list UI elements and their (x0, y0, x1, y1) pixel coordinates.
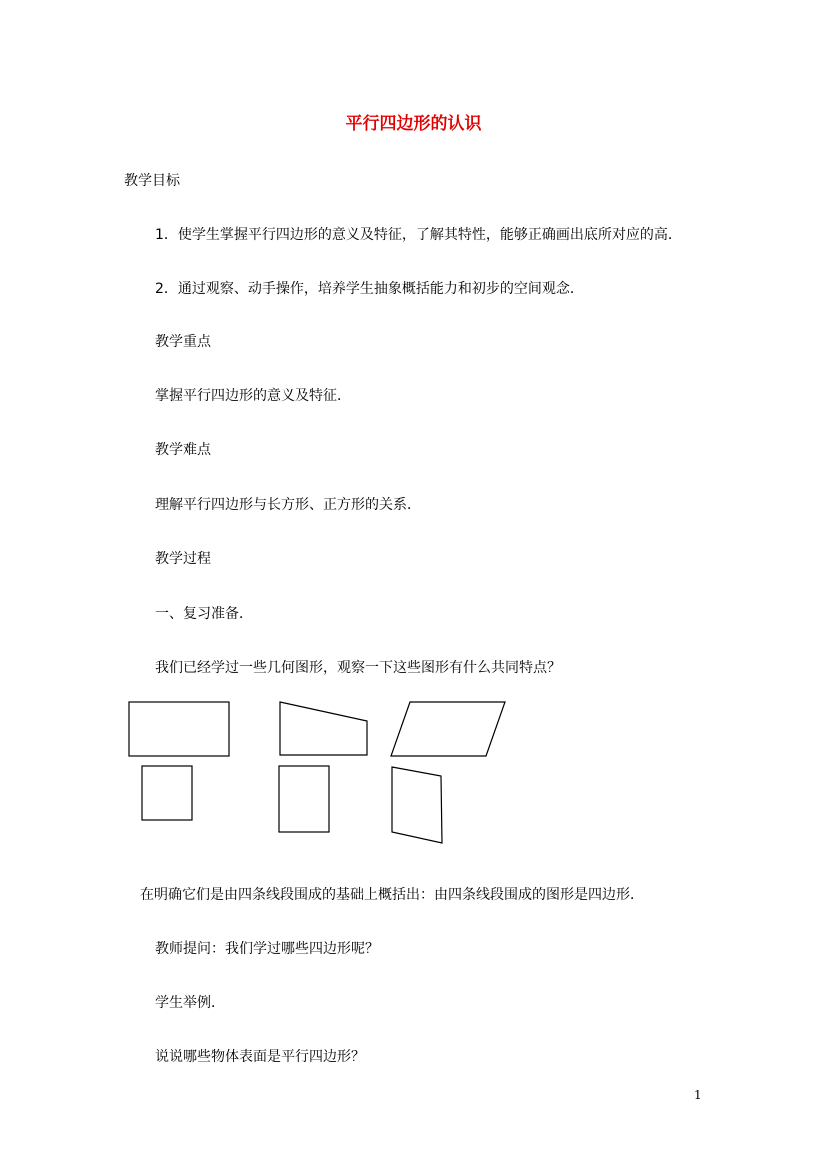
student-examples: 学生举例． (155, 995, 225, 1011)
section-heading-key-points: 教学重点 (155, 334, 211, 350)
page-title: 平行四边形的认识 (345, 114, 482, 134)
difficulties-text: 理解平行四边形与长方形、正方形的关系． (155, 497, 421, 513)
parallelogram-question: 说说哪些物体表面是平行四边形？ (155, 1049, 365, 1065)
objective-item-1: 1．使学生掌握平行四边形的意义及特征，了解其特性，能够正确画出底所对应的高． (155, 227, 682, 243)
teacher-question: 教师提问：我们学过哪些四边形呢？ (155, 941, 379, 957)
right-trapezoid-shape (280, 702, 367, 755)
quadrilateral-definition: 在明确它们是由四条线段围成的基础上概括出：由四条线段围成的图形是四边形． (140, 887, 644, 903)
irregular-quadrilateral-shape (392, 767, 442, 843)
rectangle-shape (129, 702, 229, 756)
square-shape (142, 766, 192, 820)
objective-item-2: 2．通过观察、动手操作，培养学生抽象概括能力和初步的空间观念． (155, 281, 584, 297)
page-number: 1 (694, 1088, 702, 1102)
section-heading-difficulties: 教学难点 (155, 442, 211, 458)
key-points-text: 掌握平行四边形的意义及特征． (155, 388, 351, 404)
section-heading-objectives: 教学目标 (124, 173, 180, 189)
parallelogram-shape (391, 702, 505, 756)
section-heading-process: 教学过程 (155, 551, 211, 567)
review-question: 我们已经学过一些几何图形，观察一下这些图形有什么共同特点？ (155, 660, 561, 676)
process-step-1: 一、复习准备． (155, 606, 253, 622)
tall-rectangle-shape (279, 766, 329, 832)
